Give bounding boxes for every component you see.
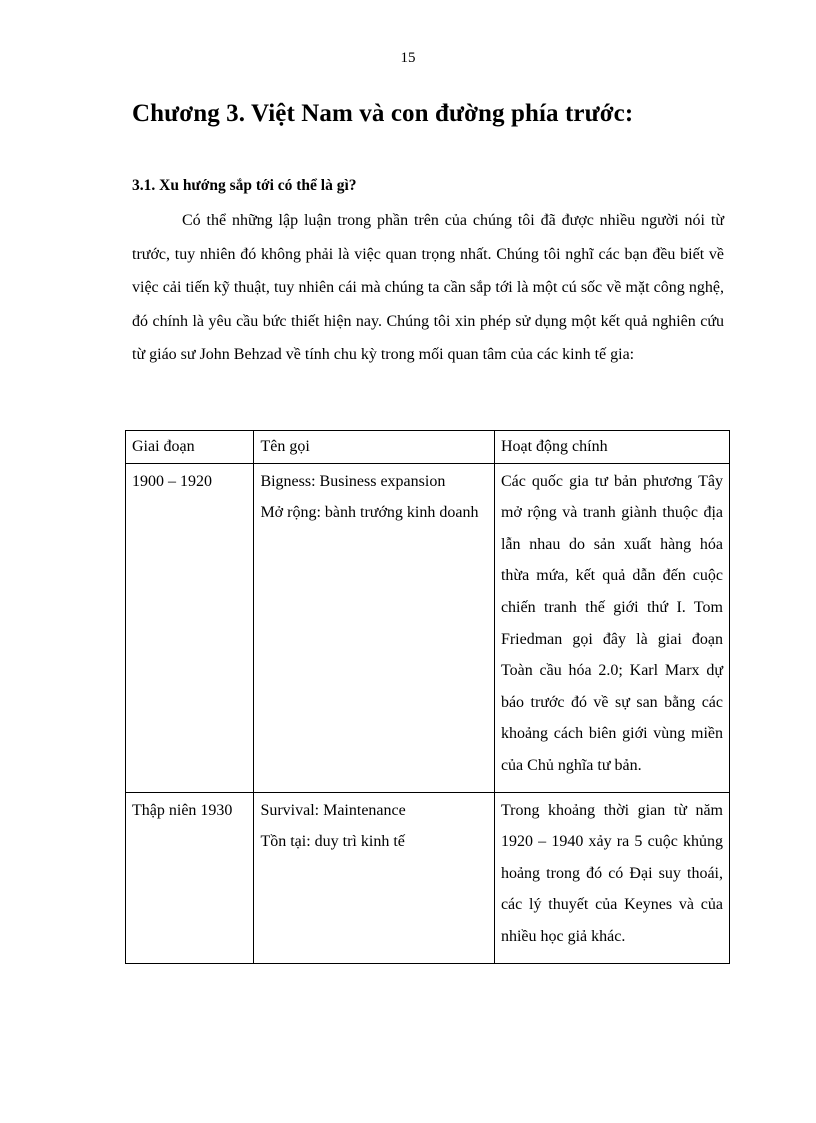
chapter-title: Chương 3. Việt Nam và con đường phía trước:	[132, 100, 634, 127]
body-paragraph: Có thể những lập luận trong phần trên của chúng tôi đã được nhiều người nói từ trước, tuy nhiên đó không phải là việc quan trọng nhất. Chúng tôi nghĩ các bạn đều biết về việc cải tiến kỹ thuật, tuy nhiên cái mà chúng ta cần sắp tới là một cú sốc về mặt công nghệ, đó chính là yêu cầu bức thiết hiện nay. Chúng tôi xin phép sử dụng một kết quả nghiên cứu từ giáo sư John Behzad về tính chu kỳ trong mối quan tâm của các kinh tế gia:	[132, 212, 724, 363]
cell-period: Thập niên 1930	[126, 792, 254, 963]
cell-activity: Các quốc gia tư bản phương Tây mở rộng và tranh giành thuộc địa lẫn nhau do sản xuất hàng hóa thừa mứa, kết quả dẫn đến cuộc chiến tranh thế giới thứ I. Tom Friedman gọi đây là giai đoạn Toàn cầu hóa 2.0; Karl Marx dự báo trước đó về sự san bằng các khoảng cách biên giới vùng miền của Chủ nghĩa tư bản.	[494, 463, 729, 792]
section-heading: 3.1. Xu hướng sắp tới có thể là gì?	[132, 177, 357, 194]
cell-name	[254, 463, 495, 792]
name-vietnamese: Tồn tại: duy trì kinh tế	[260, 833, 405, 851]
table-row	[126, 792, 730, 963]
economic-phases-table	[125, 430, 730, 964]
name-english: Survival: Maintenance	[260, 801, 406, 819]
name-vietnamese: Mở rộng: bành trướng kinh doanh	[260, 504, 479, 522]
header-period: Giai đoạn	[126, 431, 254, 464]
table-header-row	[126, 431, 730, 464]
name-english: Bigness: Business expansion	[260, 472, 446, 490]
table-row	[126, 463, 730, 792]
header-name: Tên gọi	[254, 431, 495, 464]
header-activity: Hoạt động chính	[494, 431, 729, 464]
cell-name	[254, 792, 495, 963]
cell-activity: Trong khoảng thời gian từ năm 1920 – 1940 xảy ra 5 cuộc khủng hoảng trong đó có Đại suy thoái, các lý thuyết của Keynes và của nhiều học giả khác.	[494, 792, 729, 963]
page-number: 15	[400, 50, 416, 66]
cell-period: 1900 – 1920	[126, 463, 254, 792]
